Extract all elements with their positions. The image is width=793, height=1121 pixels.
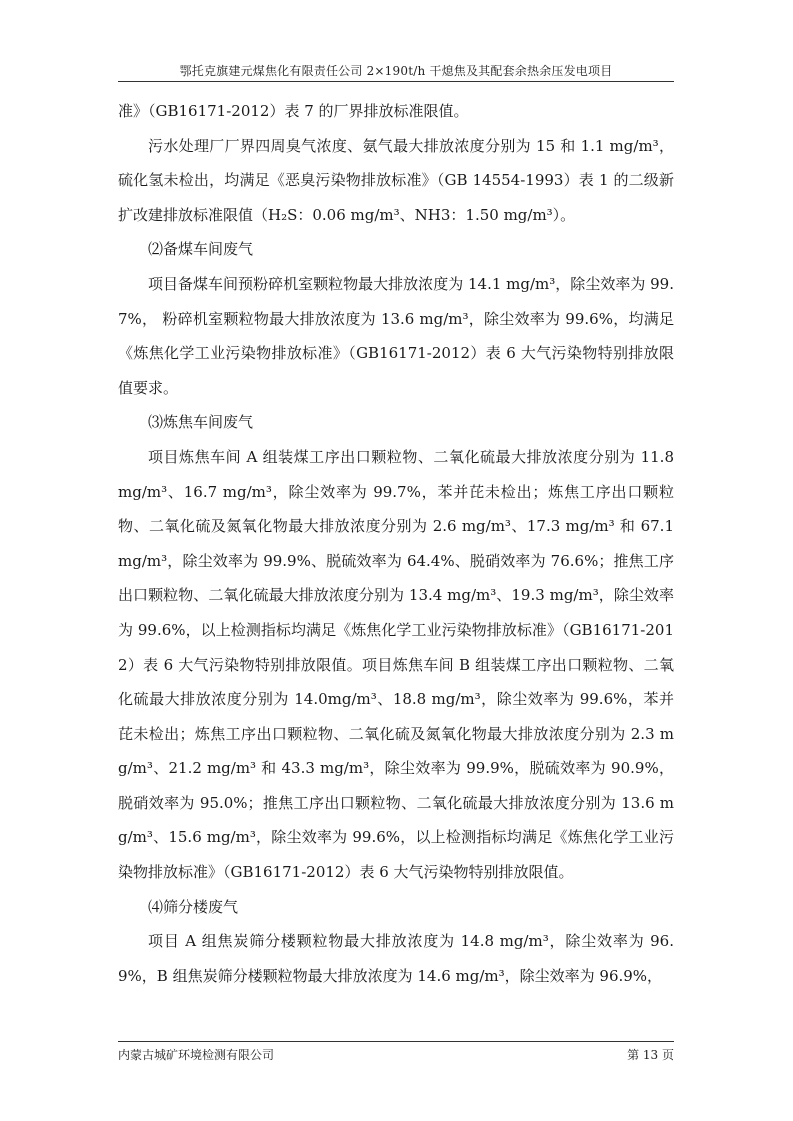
- header-divider: [118, 81, 674, 82]
- paragraph-continuation: 准》（GB16171-2012）表 7 的厂界排放标准限值。: [118, 102, 469, 120]
- document-body: [118, 94, 674, 993]
- footer-page-number: 第 13 页: [627, 1048, 674, 1062]
- section-heading-screening: ⑷筛分楼废气: [148, 897, 239, 916]
- footer-divider: [118, 1041, 674, 1042]
- paragraph-coal-prep: 项目备煤车间预粉碎机室颗粒物最大排放浓度为 14.1 mg/m³，除尘效率为 99.7%， 粉碎机室颗粒物最大排放浓度为 13.6 mg/m³，除尘效率为 99.6%，均满足《炼焦化学工业污染物排放标准》（GB16171-2012）表 6 大气污染物特别排放限值要求。: [118, 274, 674, 397]
- page-header: 鄂托克旗建元煤焦化有限责任公司 2×190t/h 干熄焦及其配套余热余压发电项目: [179, 64, 613, 78]
- section-heading-coking: ⑶炼焦车间废气: [148, 413, 254, 432]
- footer-company: 内蒙古城矿环境检测有限公司: [118, 1048, 275, 1062]
- paragraph-wastewater-odor: 污水处理厂厂界四周臭气浓度、氨气最大排放浓度分别为 15 和 1.1 mg/m³，硫化氢未检出，均满足《恶臭污染物排放标准》（GB 14554-1993）表 1 的二级新扩改建排放标准限值（H₂S：0.06 mg/m³、NH3：1.50 mg/m³）。: [118, 136, 674, 224]
- paragraph-screening: 项目 A 组焦炭筛分楼颗粒物最大排放浓度为 14.8 mg/m³，除尘效率为 96.9%，B 组焦炭筛分楼颗粒物最大排放浓度为 14.6 mg/m³，除尘效率为 96.9%，: [118, 932, 674, 985]
- section-heading-coal-prep: ⑵备煤车间废气: [148, 240, 254, 259]
- paragraph-coking: 项目炼焦车间 A 组装煤工序出口颗粒物、二氧化硫最大排放浓度分别为 11.8 mg/m³、16.7 mg/m³，除尘效率为 99.7%，苯并芘未检出；炼焦工序出口颗粒物、二氧化硫及氮氧化物最大排放浓度分别为 2.6 mg/m³、17.3 mg/m³ 和 67.1 mg/m³，除尘效率为 99.9%、脱硫效率为 64.4%、脱硝效率为 76.6%；推焦工序出口颗粒物、二氧化硫最大排放浓度分别为 13.4 mg/m³、19.3 mg/m³，除尘效率为 99.6%，以上检测指标均满足《炼焦化学工业污染物排放标准》（GB16171-2012）表 6 大气污染物特别排放限值。项目炼焦车间 B 组装煤工序出口颗粒物、二氧化硫最大排放浓度分别为 14.0mg/m³、18.8 mg/m³，除尘效率为 99.6%，苯并芘未检出；炼焦工序出口颗粒物、二氧化硫及氮氧化物最大排放浓度分别为 2.3 mg/m³、21.2 mg/m³ 和 43.3 mg/m³，除尘效率为 99.9%，脱硫效率为 90.9%，脱硝效率为 95.0%；推焦工序出口颗粒物、二氧化硫最大排放浓度分别为 13.6 mg/m³、15.6 mg/m³，除尘效率为 99.6%，以上检测指标均满足《炼焦化学工业污染物排放标准》（GB16171-2012）表 6 大气污染物特别排放限值。: [118, 447, 674, 882]
